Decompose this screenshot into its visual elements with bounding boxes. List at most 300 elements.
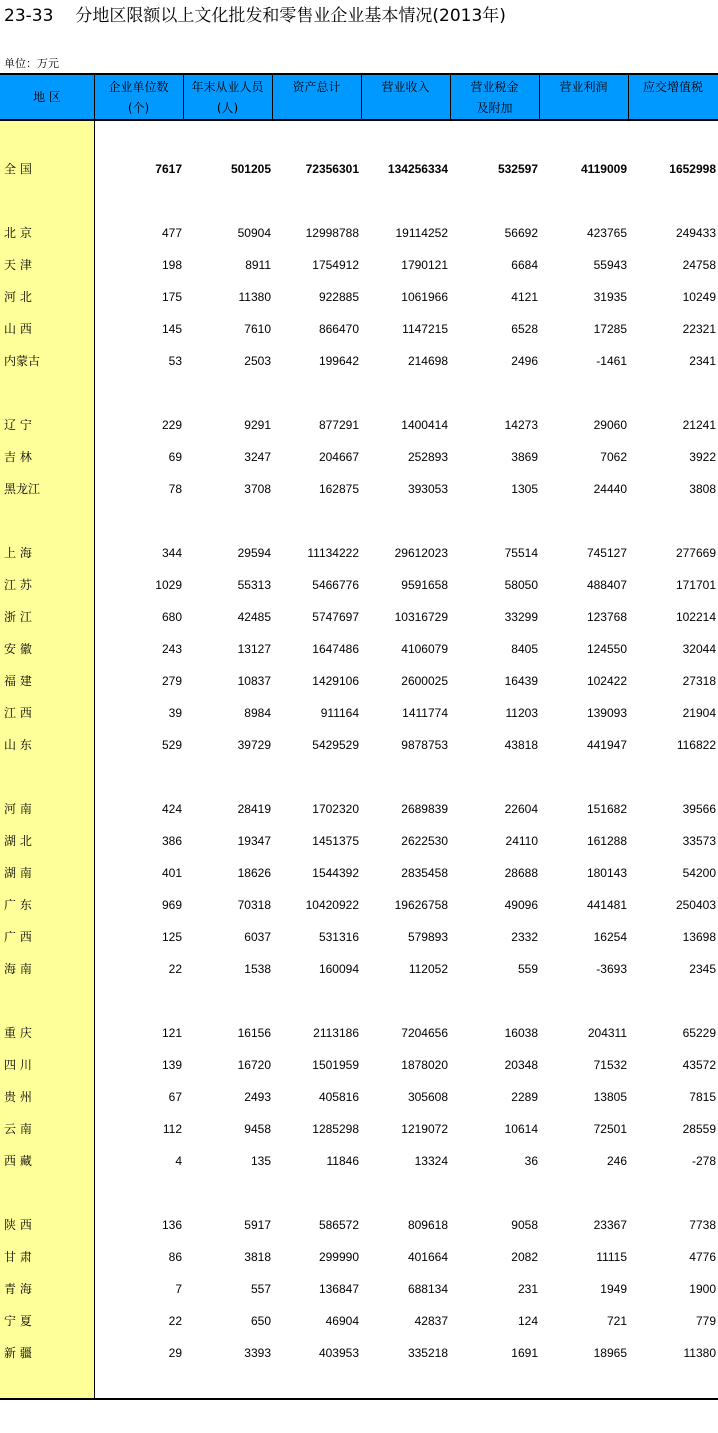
region-column-border: [94, 121, 95, 1399]
column-header-line1: 应交增值税: [642, 80, 703, 94]
table-cell: 31935: [593, 290, 627, 304]
table-cell: 42837: [414, 1314, 448, 1328]
table-cell: 231: [517, 1282, 538, 1296]
table-cell: 2113186: [313, 1026, 359, 1040]
column-header-line1: 企业单位数: [108, 80, 169, 94]
table-cell: 249433: [675, 226, 716, 240]
table-cell: 75514: [504, 546, 538, 560]
table-cell: 214698: [407, 354, 448, 368]
table-row: [0, 927, 718, 947]
table-cell: 2496: [511, 354, 538, 368]
column-header-6: [539, 75, 628, 119]
table-cell: 58050: [504, 578, 538, 592]
table-cell: -278: [691, 1154, 716, 1168]
region-name: 四 川: [4, 1058, 32, 1072]
table-row: [0, 351, 718, 371]
table-cell: 29060: [593, 418, 627, 432]
table-row: [0, 1087, 718, 1107]
table-cell: 32044: [682, 642, 716, 656]
column-separator: [361, 75, 362, 119]
table-cell: 1647486: [312, 642, 359, 656]
table-cell: 246: [606, 1154, 627, 1168]
table-cell: 124: [517, 1314, 538, 1328]
table-cell: 12998788: [305, 226, 359, 240]
table-cell: 39566: [682, 802, 716, 816]
table-cell: 5466776: [312, 578, 359, 592]
region-name: 陕 西: [4, 1218, 32, 1232]
table-cell: 1691: [511, 1346, 538, 1360]
table-cell: 43572: [682, 1058, 716, 1072]
table-cell: 441947: [586, 738, 627, 752]
table-row: [0, 287, 718, 307]
table-cell: 2332: [511, 930, 538, 944]
column-header-line1: 营业利润: [559, 80, 608, 94]
table-cell: 16156: [237, 1026, 271, 1040]
table-cell: 116822: [676, 738, 716, 752]
table-cell: 532597: [497, 162, 538, 176]
table-cell: 252893: [407, 450, 448, 464]
table-cell: 1061966: [401, 290, 448, 304]
header-bottom-rule: [0, 119, 718, 121]
table-row: [0, 799, 718, 819]
table-cell: 7738: [689, 1218, 716, 1232]
table-cell: 8405: [511, 642, 538, 656]
table-cell: 3818: [244, 1250, 271, 1264]
table-row: [0, 1023, 718, 1043]
table-row: [0, 735, 718, 755]
table-cell: 1652998: [669, 162, 716, 176]
table-cell: 17285: [593, 322, 627, 336]
table-cell: 680: [161, 610, 182, 624]
table-row: [0, 1055, 718, 1075]
table-cell: 401: [161, 866, 182, 880]
table-cell: 11380: [238, 290, 271, 304]
table-cell: 112: [162, 1122, 182, 1136]
table-row: [0, 1343, 718, 1363]
table-row: [0, 639, 718, 659]
table-row: [0, 607, 718, 627]
table-cell: 67: [168, 1090, 182, 1104]
column-separator: [539, 75, 540, 119]
table-number: 23-33: [4, 6, 54, 26]
table-row: [0, 1279, 718, 1299]
table-cell: 688134: [407, 1282, 448, 1296]
table-cell: 14273: [504, 418, 538, 432]
table-cell: 11846: [326, 1154, 359, 1168]
table-cell: 9878753: [401, 738, 448, 752]
table-cell: 557: [250, 1282, 271, 1296]
table-cell: 161288: [586, 834, 627, 848]
table-cell: 2289: [511, 1090, 538, 1104]
table-cell: 124550: [586, 642, 627, 656]
table-cell: 72501: [593, 1122, 627, 1136]
table-cell: 20348: [504, 1058, 538, 1072]
table-cell: 204311: [587, 1026, 627, 1040]
table-cell: 1754912: [312, 258, 359, 272]
column-header-7: [628, 75, 718, 119]
column-separator: [183, 75, 184, 119]
table-cell: 4121: [511, 290, 538, 304]
region-name: 福 建: [4, 674, 32, 688]
column-separator: [272, 75, 273, 119]
table-cell: 16254: [593, 930, 627, 944]
table-cell: 72356301: [305, 162, 359, 176]
table-cell: 721: [606, 1314, 627, 1328]
table-cell: 10316729: [394, 610, 448, 624]
column-header-line1: 年末从业人员: [191, 80, 264, 94]
table-cell: 1501959: [312, 1058, 359, 1072]
table-cell: 1544392: [312, 866, 359, 880]
table-cell: 204667: [318, 450, 359, 464]
table-cell: -3693: [596, 962, 627, 976]
table-cell: 5429529: [312, 738, 359, 752]
column-header-1: [94, 75, 183, 119]
table-cell: 779: [695, 1314, 716, 1328]
table-cell: 403953: [318, 1346, 359, 1360]
table-cell: 243: [161, 642, 182, 656]
table-cell: 1949: [600, 1282, 627, 1296]
table-cell: 650: [250, 1314, 271, 1328]
table-cell: 24440: [593, 482, 627, 496]
table-cell: 2341: [689, 354, 716, 368]
table-cell: 3808: [689, 482, 716, 496]
table-cell: 2493: [244, 1090, 271, 1104]
table-cell: 529: [161, 738, 182, 752]
table-title-text: 分地区限额以上文化批发和零售业企业基本情况(2013年): [75, 6, 506, 26]
table-cell: 1790121: [401, 258, 448, 272]
table-cell: 24758: [682, 258, 716, 272]
column-header-4: [361, 75, 450, 119]
table-cell: 7204656: [401, 1026, 448, 1040]
table-cell: 162875: [318, 482, 359, 496]
table-cell: 70318: [237, 898, 271, 912]
table-row: [0, 223, 718, 243]
table-cell: 250403: [675, 898, 716, 912]
column-header-2: [183, 75, 272, 119]
table-cell: 43818: [504, 738, 538, 752]
table-cell: 22321: [682, 322, 716, 336]
table-cell: 9458: [244, 1122, 271, 1136]
table-cell: 11203: [505, 706, 538, 720]
table-cell: 299990: [318, 1250, 359, 1264]
region-name: 广 西: [4, 930, 32, 944]
table-cell: 9591658: [401, 578, 448, 592]
table-cell: 3708: [244, 482, 271, 496]
table-cell: 86: [168, 1250, 182, 1264]
table-row: [0, 895, 718, 915]
table-cell: 112052: [408, 962, 448, 976]
table-cell: 19626758: [394, 898, 448, 912]
table-cell: 56692: [504, 226, 538, 240]
table-cell: 16439: [504, 674, 538, 688]
table-cell: 9291: [244, 418, 271, 432]
table-cell: 29: [168, 1346, 182, 1360]
table-cell: 11134222: [307, 546, 359, 560]
table-cell: 65229: [682, 1026, 716, 1040]
table-cell: 5747697: [312, 610, 359, 624]
table-row-total: [0, 159, 718, 179]
region-name: 河 南: [4, 802, 32, 816]
table-cell: 809618: [407, 1218, 448, 1232]
table-cell: 50904: [237, 226, 271, 240]
table-cell: 39: [168, 706, 182, 720]
region-name: 海 南: [4, 962, 32, 976]
table-cell: 199642: [318, 354, 359, 368]
table-cell: 7610: [244, 322, 271, 336]
table-cell: 7: [175, 1282, 182, 1296]
table-cell: 1285298: [312, 1122, 359, 1136]
column-separator: [628, 75, 629, 119]
table-cell: 175: [161, 290, 182, 304]
table-cell: 1429106: [312, 674, 359, 688]
table-cell: 24110: [505, 834, 538, 848]
region-name: 山 西: [4, 322, 32, 336]
table-cell: 2345: [689, 962, 716, 976]
table-cell: 386: [161, 834, 182, 848]
table-cell: 405816: [318, 1090, 359, 1104]
table-cell: 55313: [237, 578, 271, 592]
table-cell: 229: [161, 418, 182, 432]
table-row: [0, 543, 718, 563]
table-cell: 171701: [675, 578, 716, 592]
table-cell: 11380: [683, 1346, 716, 1360]
table-cell: 1538: [244, 962, 271, 976]
table-cell: 22604: [504, 802, 538, 816]
table-cell: 7617: [155, 162, 182, 176]
table-cell: 33573: [682, 834, 716, 848]
table-cell: 866470: [318, 322, 359, 336]
region-name: 辽 宁: [4, 418, 32, 432]
region-name: 上 海: [4, 546, 32, 560]
table-cell: 4106079: [401, 642, 448, 656]
table-cell: 180143: [586, 866, 627, 880]
region-name: 吉 林: [4, 450, 32, 464]
region-name: 湖 北: [4, 834, 32, 848]
table-cell: 501205: [230, 162, 271, 176]
table-cell: 21904: [682, 706, 716, 720]
table-cell: 423765: [586, 226, 627, 240]
column-separator: [94, 75, 95, 119]
table-cell: 102214: [675, 610, 716, 624]
table-title: [4, 4, 506, 28]
table-cell: 21241: [682, 418, 716, 432]
table-cell: 2503: [244, 354, 271, 368]
region-name: 西 藏: [4, 1154, 32, 1168]
table-cell: 16720: [237, 1058, 271, 1072]
table-cell: 23367: [593, 1218, 627, 1232]
table-cell: 28419: [237, 802, 271, 816]
table-row: [0, 1215, 718, 1235]
table-row: [0, 319, 718, 339]
region-name: 内蒙古: [4, 354, 41, 368]
table-cell: 3393: [244, 1346, 271, 1360]
region-name: 河 北: [4, 290, 32, 304]
region-name: 山 东: [4, 738, 32, 752]
table-cell: 6684: [511, 258, 538, 272]
column-header-line2: 及附加: [476, 101, 513, 115]
table-cell: 4119009: [580, 162, 627, 176]
table-cell: 8984: [244, 706, 271, 720]
region-name: 北 京: [4, 226, 32, 240]
table-cell: 3247: [244, 450, 271, 464]
table-cell: 71532: [593, 1058, 627, 1072]
region-name: 浙 江: [4, 610, 32, 624]
table-cell: 42485: [237, 610, 271, 624]
table-cell: 33299: [504, 610, 538, 624]
table-cell: 877291: [318, 418, 359, 432]
table-cell: 2835458: [401, 866, 448, 880]
table-row: [0, 959, 718, 979]
table-cell: 145: [161, 322, 182, 336]
table-cell: 477: [161, 226, 182, 240]
table-cell: 305608: [407, 1090, 448, 1104]
region-name: 江 西: [4, 706, 32, 720]
region-name: 天 津: [4, 258, 32, 272]
table-row: [0, 1247, 718, 1267]
table-cell: 922885: [318, 290, 359, 304]
table-cell: 28688: [504, 866, 538, 880]
table-cell: 10837: [237, 674, 271, 688]
table-cell: 441481: [586, 898, 627, 912]
table-cell: 121: [161, 1026, 182, 1040]
table-cell: 198: [161, 258, 182, 272]
table-cell: 3869: [511, 450, 538, 464]
table-cell: 8911: [245, 258, 271, 272]
unit-label: 单位：万元: [4, 57, 59, 70]
table-cell: 1411774: [402, 706, 448, 720]
table-cell: 36: [524, 1154, 538, 1168]
table-cell: 139093: [586, 706, 627, 720]
table-cell: 2082: [511, 1250, 538, 1264]
region-name: 江 苏: [4, 578, 32, 592]
column-header-3: [272, 75, 361, 119]
table-cell: 531316: [318, 930, 359, 944]
table-cell: 424: [161, 802, 182, 816]
region-column-background: [0, 121, 94, 1399]
region-name: 甘 肃: [4, 1250, 32, 1264]
table-bottom-rule: [0, 1398, 718, 1400]
table-cell: 10420922: [305, 898, 359, 912]
table-cell: 1702320: [312, 802, 359, 816]
table-cell: 401664: [407, 1250, 448, 1264]
table-cell: 1147215: [402, 322, 448, 336]
region-name: 贵 州: [4, 1090, 32, 1104]
table-row: [0, 575, 718, 595]
table-row: [0, 479, 718, 499]
table-cell: 1400414: [401, 418, 448, 432]
column-header-line2: (人): [216, 101, 239, 115]
table-cell: 1305: [511, 482, 538, 496]
region-name: 全 国: [4, 162, 32, 176]
table-cell: 5917: [244, 1218, 271, 1232]
table-cell: 19114252: [395, 226, 448, 240]
table-row: [0, 831, 718, 851]
table-cell: 13324: [414, 1154, 448, 1168]
table-cell: 151682: [586, 802, 627, 816]
table-cell: 22: [168, 962, 182, 976]
table-cell: 7815: [689, 1090, 716, 1104]
table-cell: 134256334: [387, 162, 448, 176]
table-cell: 559: [517, 962, 538, 976]
table-cell: 1900: [689, 1282, 716, 1296]
table-cell: 911164: [320, 706, 359, 720]
table-row: [0, 1311, 718, 1331]
table-cell: 49096: [504, 898, 538, 912]
table-cell: 1029: [155, 578, 182, 592]
table-cell: 2689839: [401, 802, 448, 816]
table-cell: 7062: [600, 450, 627, 464]
table-cell: 277669: [675, 546, 716, 560]
table-cell: 53: [168, 354, 182, 368]
region-name: 黑龙江: [4, 482, 41, 496]
table-cell: 10249: [682, 290, 716, 304]
table-cell: 1878020: [401, 1058, 448, 1072]
table-cell: 2600025: [401, 674, 448, 688]
table-cell: 136: [161, 1218, 182, 1232]
column-header-line1: 地 区: [33, 90, 61, 104]
region-name: 新 疆: [4, 1346, 32, 1360]
table-cell: 6037: [244, 930, 271, 944]
table-row: [0, 447, 718, 467]
table-cell: 1451375: [312, 834, 359, 848]
table-cell: 136847: [318, 1282, 359, 1296]
table-cell: 46904: [325, 1314, 359, 1328]
table-cell: 54200: [682, 866, 716, 880]
column-header-line1: 资产总计: [292, 80, 341, 94]
region-name: 青 海: [4, 1282, 32, 1296]
table-cell: 1219072: [401, 1122, 448, 1136]
region-name: 云 南: [4, 1122, 32, 1136]
table-header: [0, 73, 718, 121]
table-cell: 135: [250, 1154, 271, 1168]
table-cell: 139: [161, 1058, 182, 1072]
table-cell: 393053: [407, 482, 448, 496]
table-cell: 4776: [689, 1250, 716, 1264]
table-cell: 78: [168, 482, 182, 496]
table-cell: 102422: [586, 674, 627, 688]
region-name: 宁 夏: [4, 1314, 32, 1328]
table-cell: 488407: [586, 578, 627, 592]
table-cell: 3922: [689, 450, 716, 464]
table-cell: 9058: [511, 1218, 538, 1232]
region-name: 重 庆: [4, 1026, 32, 1040]
column-header-0: [0, 75, 94, 119]
table-cell: 55943: [593, 258, 627, 272]
table-row: [0, 255, 718, 275]
table-cell: 28559: [682, 1122, 716, 1136]
table-cell: -1461: [596, 354, 627, 368]
table-row: [0, 1119, 718, 1139]
table-cell: 969: [161, 898, 182, 912]
table-cell: 22: [168, 1314, 182, 1328]
table-cell: 279: [161, 674, 182, 688]
table-cell: 29612023: [394, 546, 448, 560]
table-row: [0, 863, 718, 883]
table-cell: 29594: [237, 546, 271, 560]
table-cell: 18626: [237, 866, 271, 880]
table-row: [0, 1151, 718, 1171]
column-header-line1: 营业收入: [381, 80, 430, 94]
table-row: [0, 703, 718, 723]
table-cell: 13127: [237, 642, 271, 656]
table-cell: 27318: [682, 674, 716, 688]
table-cell: 6528: [511, 322, 538, 336]
table-cell: 125: [161, 930, 182, 944]
region-name: 湖 南: [4, 866, 32, 880]
table-cell: 4: [175, 1154, 182, 1168]
table-cell: 123768: [586, 610, 627, 624]
region-name: 广 东: [4, 898, 32, 912]
